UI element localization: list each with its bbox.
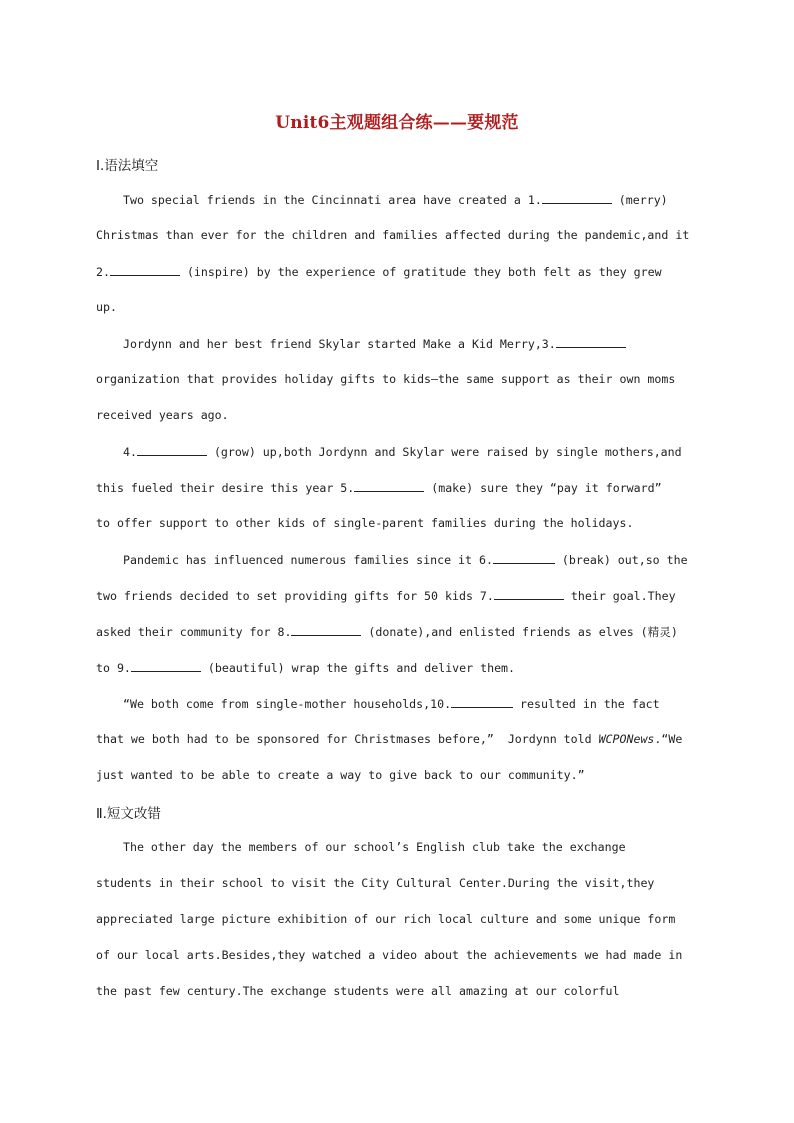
publication-name: WCPONews [598,732,655,746]
text-line: asked their community for 8. (donate),and enlisted friends as elves (精灵) [96,625,678,639]
text-line: just wanted to be able to create a way to give back to our community.” [96,768,585,782]
text-line: received years ago. [96,408,229,422]
section-heading-grammar-fill: Ⅰ.语法填空 [96,158,159,174]
text-line: Jordynn and her best friend Skylar started Make a Kid Merry,3. [123,335,723,352]
answer-blank-2[interactable] [110,263,180,276]
text-line: Pandemic has influenced numerous families since it 6. (break) out,so the [123,553,688,567]
answer-blank-4[interactable] [137,443,207,456]
answer-blank-10[interactable] [451,695,513,708]
answer-blank-1[interactable] [542,191,612,204]
answer-blank-3[interactable] [556,335,626,348]
text-line: up. [96,300,117,314]
text-line: to offer support to other kids of single-parent families during the holidays. [96,516,634,530]
text-line: appreciated large picture exhibition of our rich local culture and some unique form [96,912,676,926]
text-line: organization that provides holiday gifts to kids—the same support as their own moms [96,372,676,386]
text-line: “We both come from single-mother households,10. resulted in the fact [123,697,660,711]
answer-blank-6[interactable] [493,551,555,564]
page-title: Unit6主观题组合练——要规范 [275,113,519,133]
text-line: this fueled their desire this year 5. (make) sure they “pay it forward” [96,481,662,495]
text-line: 4. (grow) up,both Jordynn and Skylar were raised by single mothers,and [123,445,682,459]
text-line: that we both had to be sponsored for Christmases before,” Jordynn told WCPONews.“We [96,732,683,746]
answer-blank-7[interactable] [494,587,564,600]
answer-blank-9[interactable] [131,659,201,672]
text-line: 2. (inspire) by the experience of gratitude they both felt as they grew [96,265,662,279]
text-line: two friends decided to set providing gifts for 50 kids 7. their goal.They [96,589,676,603]
text-line: to 9. (beautiful) wrap the gifts and deliver them. [96,661,516,675]
section-heading-error-correction: Ⅱ.短文改错 [96,806,161,822]
text-line: of our local arts.Besides,they watched a video about the achievements we had made in [96,948,683,962]
text-line: The other day the members of our school’s English club take the exchange [123,840,626,854]
text-line: the past few century.The exchange students were all amazing at our colorful [96,984,620,998]
answer-blank-5[interactable] [354,479,424,492]
text-line: students in their school to visit the City Cultural Center.During the visit,they [96,876,655,890]
text-line: Christmas than ever for the children and families affected during the pandemic,and it [96,228,690,242]
answer-blank-8[interactable] [291,623,361,636]
text-line: Two special friends in the Cincinnati area have created a 1. (merry) [123,193,668,207]
